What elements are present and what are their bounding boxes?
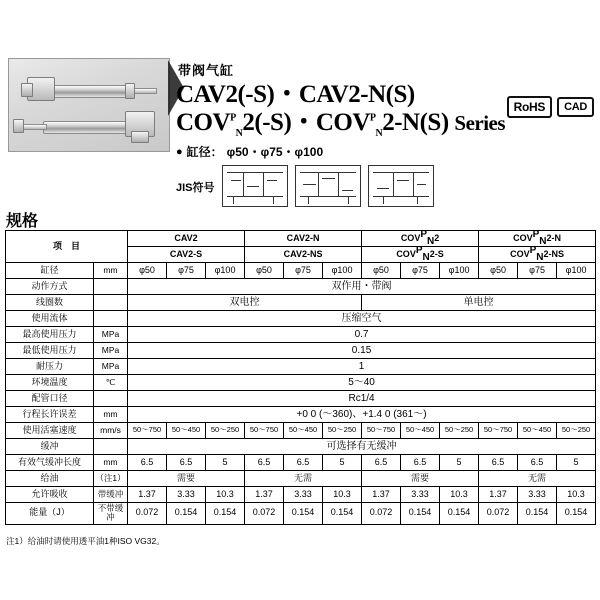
table-row: [6, 263, 596, 279]
cell: 5: [323, 455, 362, 471]
row-label: 动作方式: [6, 279, 94, 295]
cell: φ50: [128, 263, 167, 279]
header: [0, 0, 600, 194]
cell: 1.37: [479, 487, 518, 503]
row-label: 允许吸收: [6, 487, 94, 503]
cell: 50～450: [401, 423, 440, 439]
bullet-icon: ●: [176, 145, 183, 158]
table-notes: [6, 536, 165, 547]
cell: 1.37: [362, 487, 401, 503]
row-label: 缓冲: [6, 439, 94, 455]
cell: 5: [557, 455, 596, 471]
cell: 10.3: [440, 487, 479, 503]
table-row: [6, 471, 596, 487]
cell: Rc1/4: [128, 391, 596, 407]
cell: φ50: [362, 263, 401, 279]
series-word: Series: [454, 111, 506, 135]
title-cav2: CAV2(-S): [176, 81, 275, 108]
cell: 0.154: [557, 503, 596, 525]
jis-symbol-3: [368, 165, 434, 207]
specification-table: [5, 230, 596, 525]
cell: 0.154: [401, 503, 440, 525]
column-group-subheader-3: COVPN2-S: [362, 247, 479, 263]
cell: 10.3: [323, 487, 362, 503]
jis-symbols: [176, 165, 596, 207]
cell: 可选择有无缓冲: [128, 439, 596, 455]
row-unit: MPa: [94, 359, 128, 375]
column-group-subheader-4: COVPN2-NS: [479, 247, 596, 263]
cell: 50～750: [128, 423, 167, 439]
table-row: [6, 391, 596, 407]
title-separator-1: ・: [274, 81, 299, 108]
row-unit: （注1）: [94, 471, 128, 487]
cell: 0.7: [128, 327, 596, 343]
cell: 6.5: [128, 455, 167, 471]
table-row: [6, 487, 596, 503]
title-cov2n-end: 2-N(S): [382, 109, 449, 136]
cell: 50～250: [323, 423, 362, 439]
row-label: 行程长许误差: [6, 407, 94, 423]
table-row: [6, 503, 596, 525]
jis-symbol-1: [222, 165, 288, 207]
cell: 50～750: [245, 423, 284, 439]
row-unit: MPa: [94, 327, 128, 343]
row-label: 最低使用压力: [6, 343, 94, 359]
bore-values: φ50・φ75・φ100: [226, 145, 324, 159]
table-row: [6, 407, 596, 423]
cell: 压缩空气: [128, 311, 596, 327]
jis-label: JIS符号: [176, 182, 215, 194]
row-unit: MPa: [94, 343, 128, 359]
title-cov2-end: 2(-S): [242, 109, 292, 136]
badges: [507, 96, 594, 118]
cell: 单电控: [362, 295, 596, 311]
row-unit: 不带缓冲: [94, 503, 128, 525]
column-group-header-1: CAV2: [128, 231, 245, 247]
row-label: 缸径: [6, 263, 94, 279]
cell: φ75: [518, 263, 557, 279]
row-unit: ℃: [94, 375, 128, 391]
cylinder-illustration-bottom: [13, 109, 163, 145]
cell: 6.5: [167, 455, 206, 471]
cell: 无需: [245, 471, 362, 487]
title-cov2-sup: P: [230, 112, 236, 124]
bore-label: 缸径：: [186, 145, 223, 159]
cell: 1: [128, 359, 596, 375]
cell: 10.3: [557, 487, 596, 503]
cell: 50～450: [284, 423, 323, 439]
row-label: 配管口径: [6, 391, 94, 407]
row-label: 能量（J）: [6, 503, 94, 525]
row-unit: mm: [94, 263, 128, 279]
cell: 0.154: [440, 503, 479, 525]
cell: 需要: [362, 471, 479, 487]
cell: 0.072: [128, 503, 167, 525]
cell: φ75: [284, 263, 323, 279]
rohs-badge: RoHS: [507, 96, 552, 118]
row-label: 线圈数: [6, 295, 94, 311]
cell: 3.33: [401, 487, 440, 503]
column-group-header-4: COVPN2-N: [479, 231, 596, 247]
table-row: [6, 359, 596, 375]
row-unit: mm: [94, 407, 128, 423]
cell: 0.072: [362, 503, 401, 525]
table-row: [6, 423, 596, 439]
cell: φ100: [557, 263, 596, 279]
row-unit: mm: [94, 455, 128, 471]
cell: 0.154: [518, 503, 557, 525]
title-block: [176, 60, 596, 207]
cell: 0.072: [479, 503, 518, 525]
row-label: 有效气缓冲长度: [6, 455, 94, 471]
cell: 3.33: [284, 487, 323, 503]
cell: 6.5: [518, 455, 557, 471]
column-group-subheader-2: CAV2-NS: [245, 247, 362, 263]
cell: 1.37: [128, 487, 167, 503]
title-cov2: COV: [176, 109, 231, 136]
column-group-header-2: CAV2-N: [245, 231, 362, 247]
row-unit: [94, 311, 128, 327]
table-row: [6, 375, 596, 391]
cell: 10.3: [206, 487, 245, 503]
row-label: 耐压力: [6, 359, 94, 375]
cell: 0.154: [284, 503, 323, 525]
row-label: 给油: [6, 471, 94, 487]
cell: 0.072: [245, 503, 284, 525]
row-label: 最高使用压力: [6, 327, 94, 343]
cell: φ75: [401, 263, 440, 279]
column-group-subheader-1: CAV2-S: [128, 247, 245, 263]
cell: 1.37: [245, 487, 284, 503]
column-group-header-3: COVPN2: [362, 231, 479, 247]
cell: φ75: [167, 263, 206, 279]
row-label: 使用活塞速度: [6, 423, 94, 439]
title-separator-2: ・: [291, 109, 316, 136]
row-unit: 带缓冲: [94, 487, 128, 503]
bore-line: [176, 143, 596, 160]
row-unit: [94, 295, 128, 311]
row-label: 使用流体: [6, 311, 94, 327]
oil-note: 注1）给油时请使用透平油1种ISO VG32。: [6, 536, 165, 546]
cell: 无需: [479, 471, 596, 487]
title-cov2n-sub: N: [375, 128, 383, 139]
row-unit: [94, 391, 128, 407]
cell: 双作用・带阀: [128, 279, 596, 295]
cell: 6.5: [362, 455, 401, 471]
cell: 0.154: [323, 503, 362, 525]
cell: φ50: [245, 263, 284, 279]
table-row: [6, 279, 596, 295]
table-row: [6, 439, 596, 455]
row-unit: mm/s: [94, 423, 128, 439]
cell: 0.154: [167, 503, 206, 525]
cell: 3.33: [167, 487, 206, 503]
cell: 50～250: [440, 423, 479, 439]
cell: 50～450: [167, 423, 206, 439]
row-label: 环境温度: [6, 375, 94, 391]
cell: 3.33: [518, 487, 557, 503]
cell: 需要: [128, 471, 245, 487]
jis-symbol-2: [295, 165, 361, 207]
cell: +0 0 (～360)、+1.4 0 (361～): [128, 407, 596, 423]
cell: 5～40: [128, 375, 596, 391]
cell: 5: [440, 455, 479, 471]
cell: 6.5: [245, 455, 284, 471]
cell: 50～450: [518, 423, 557, 439]
item-header: 项 目: [6, 231, 128, 263]
cell: φ100: [440, 263, 479, 279]
row-unit: [94, 279, 128, 295]
cell: 0.154: [206, 503, 245, 525]
title-cav2n: CAV2-N(S): [298, 81, 415, 108]
cell: 6.5: [401, 455, 440, 471]
cell: 6.5: [284, 455, 323, 471]
title-cov2n: COV: [315, 109, 370, 136]
title-cov2n-sup: P: [369, 112, 376, 124]
cell: 双电控: [128, 295, 362, 311]
product-photo: [8, 58, 170, 152]
cell: 50～250: [557, 423, 596, 439]
cell: 0.15: [128, 343, 596, 359]
cad-badge: CAD: [557, 97, 594, 117]
cell: φ100: [323, 263, 362, 279]
cylinder-illustration-top: [21, 75, 161, 109]
cell: φ50: [479, 263, 518, 279]
cell: 6.5: [479, 455, 518, 471]
spec-heading: 规格: [6, 213, 39, 230]
title-cov2-sub: N: [235, 128, 243, 139]
table-header-row-1: [6, 231, 596, 247]
table-row: [6, 327, 596, 343]
cell: 50～750: [479, 423, 518, 439]
table-row: [6, 311, 596, 327]
cell: φ100: [206, 263, 245, 279]
cell: 5: [206, 455, 245, 471]
table-row: [6, 295, 596, 311]
table-row: [6, 343, 596, 359]
table-row: [6, 455, 596, 471]
cell: 50～750: [362, 423, 401, 439]
subtitle: 带阀气缸: [178, 63, 235, 78]
cell: 50～250: [206, 423, 245, 439]
row-unit: [94, 439, 128, 455]
